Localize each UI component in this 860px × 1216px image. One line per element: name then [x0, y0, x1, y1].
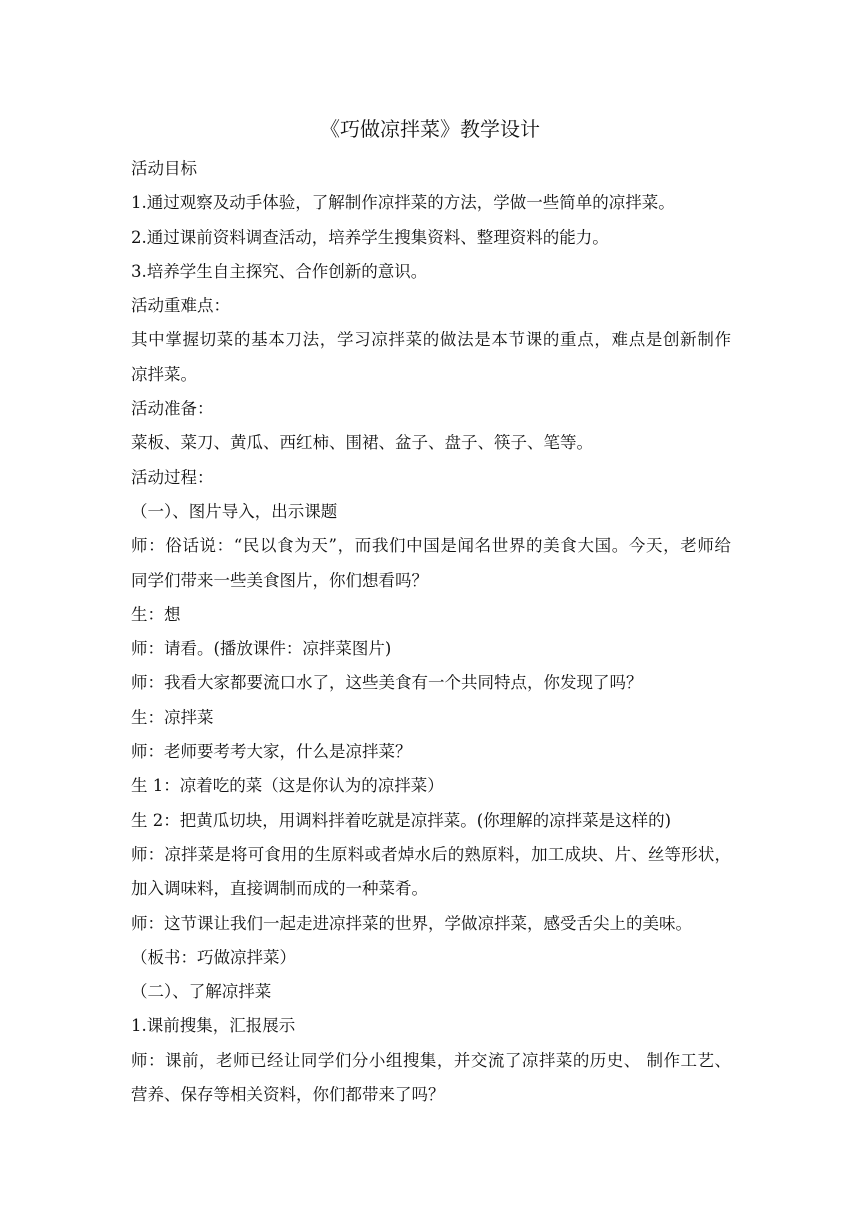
preparation-text: 菜板、菜刀、黄瓜、西红柿、围裙、盆子、盘子、筷子、笔等。	[131, 433, 593, 453]
dialogue-line: 师：课前，老师已经让同学们分小组搜集，并交流了凉拌菜的历史、 制作工艺、	[131, 1050, 731, 1070]
subsection-heading: 1.课前搜集，汇报展示	[131, 1016, 296, 1036]
goal-item-3: 3.培养学生自主探究、合作创新的意识。	[131, 261, 428, 281]
dialogue-line: 生：想	[131, 604, 181, 624]
dialogue-line: 师：俗话说：“民以食为天”，而我们中国是闻名世界的美食大国。今天，老师给	[131, 536, 731, 556]
dialogue-line: 师：老师要考考大家，什么是凉拌菜？	[131, 742, 412, 762]
dialogue-line: 生：凉拌菜	[131, 707, 214, 727]
section-1-heading: （一）、图片导入，出示课题	[131, 501, 338, 521]
dialogue-line: 同学们带来一些美食图片，你们想看吗？	[131, 570, 428, 590]
dialogue-line: 师：我看大家都要流口水了，这些美食有一个共同特点，你发现了吗？	[131, 673, 643, 693]
dialogue-line: 师：请看。(播放课件：凉拌菜图片)	[131, 639, 392, 659]
blackboard-note: （板书：巧做凉拌菜）	[131, 947, 296, 967]
heading-activity-goals: 活动目标	[131, 159, 197, 178]
heading-key-points: 活动重难点：	[131, 296, 230, 316]
document-body	[131, 152, 731, 1112]
heading-preparation: 活动准备：	[131, 399, 214, 419]
section-2-heading: （二）、了解凉拌菜	[131, 982, 272, 1002]
key-points-text-cont: 凉拌菜。	[131, 364, 197, 384]
dialogue-line: 生 1：凉着吃的菜（这是你认为的凉拌菜）	[131, 776, 444, 796]
key-points-text: 其中掌握切菜的基本刀法，学习凉拌菜的做法是本节课的重点，难点是创新制作	[131, 330, 731, 350]
heading-process: 活动过程：	[131, 467, 214, 487]
dialogue-line: 加入调味料，直接调制而成的一种菜肴。	[131, 879, 428, 899]
goal-item-1: 1.通过观察及动手体验，了解制作凉拌菜的方法，学做一些简单的凉拌菜。	[131, 193, 675, 213]
dialogue-line: 生 2：把黄瓜切块，用调料拌着吃就是凉拌菜。(你理解的凉拌菜是这样的)	[131, 810, 672, 830]
dialogue-line: 营养、保存等相关资料，你们都带来了吗？	[131, 1085, 445, 1105]
dialogue-line: 师：这节课让我们一起走进凉拌菜的世界，学做凉拌菜，感受舌尖上的美味。	[131, 913, 692, 933]
goal-item-2: 2.通过课前资料调查活动，培养学生搜集资料、整理资料的能力。	[131, 227, 609, 247]
dialogue-line: 师：凉拌菜是将可食用的生原料或者焯水后的熟原料，加工成块、片、丝等形状，	[131, 844, 731, 864]
document-title: 《巧做凉拌菜》教学设计	[320, 117, 540, 141]
